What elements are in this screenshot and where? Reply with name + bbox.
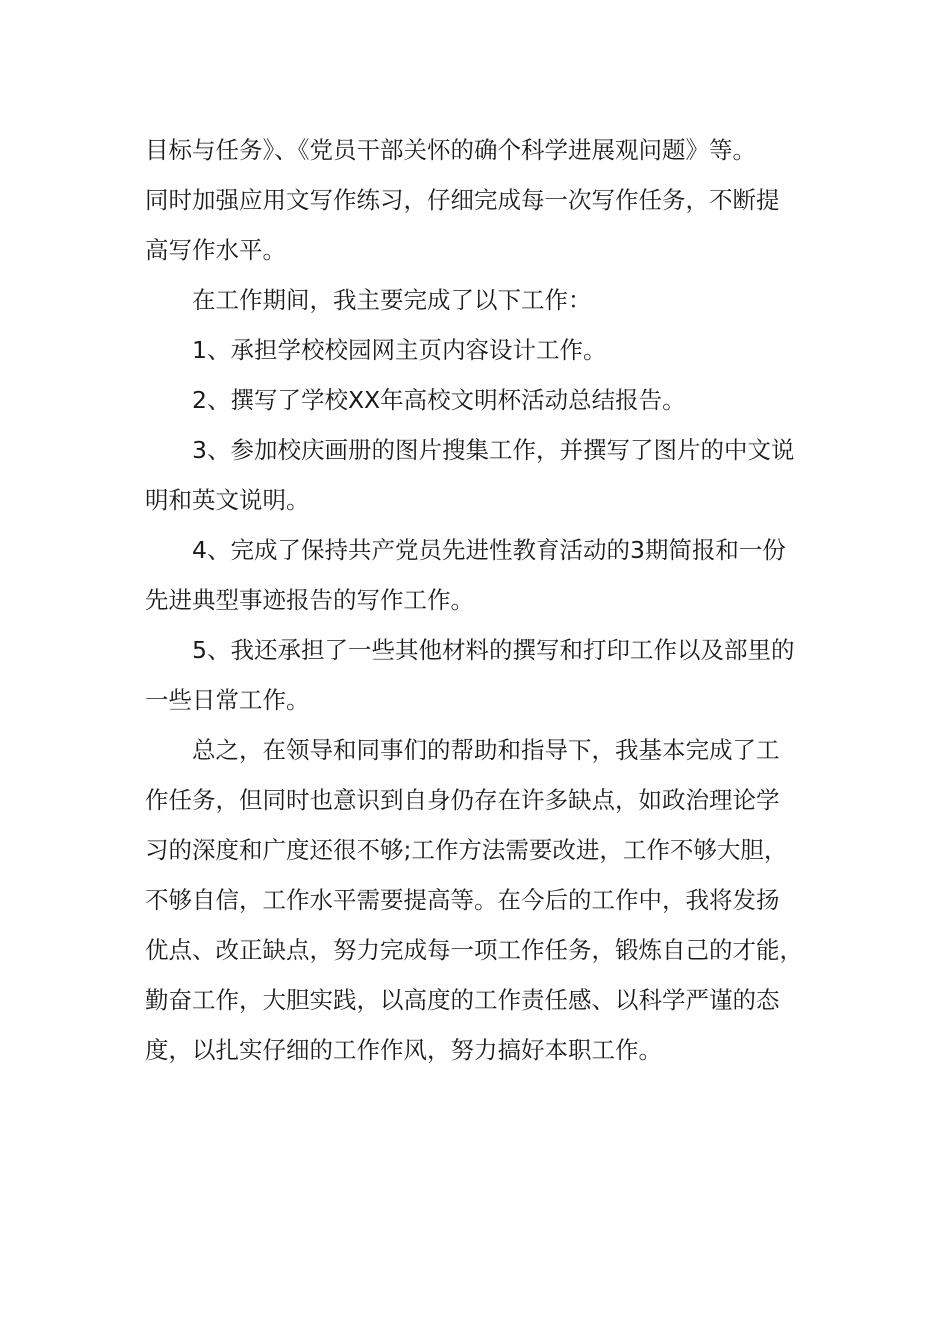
list-item-1: 1、承担学校校园网主页内容设计工作。	[192, 336, 607, 364]
text-line: 同时加强应用文写作练习，仔细完成每一次写作任务，不断提	[145, 186, 780, 214]
list-item-4: 4、完成了保持共产党员先进性教育活动的3期简报和一份	[192, 536, 786, 564]
text-line: 作任务，但同时也意识到自身仍存在许多缺点，如政治理论学	[145, 786, 780, 814]
text-line: 度，以扎实仔细的工作作风，努力搞好本职工作。	[145, 1036, 662, 1064]
text-line: 习的深度和广度还很不够;工作方法需要改进，工作不够大胆，	[145, 836, 788, 864]
list-item-2: 2、撰写了学校XX年高校文明杯活动总结报告。	[192, 386, 686, 414]
summary-paragraph: 总之，在领导和同事们的帮助和指导下，我基本完成了工	[192, 736, 780, 764]
text-line: 优点、改正缺点，努力完成每一项工作任务，锻炼自己的才能，	[145, 936, 803, 964]
text-line: 一些日常工作。	[145, 686, 310, 714]
text-line: 不够自信，工作水平需要提高等。在今后的工作中，我将发扬	[145, 886, 780, 914]
document-body	[145, 125, 825, 1075]
text-line: 先进典型事迹报告的写作工作。	[145, 586, 474, 614]
text-line: 目标与任务》、《党员干部关怀的确个科学进展观问题》等。	[145, 136, 756, 164]
text-line: 勤奋工作，大胆实践，以高度的工作责任感、以科学严谨的态	[145, 986, 780, 1014]
list-item-5: 5、我还承担了一些其他材料的撰写和打印工作以及部里的	[192, 636, 795, 664]
text-line: 明和英文说明。	[145, 486, 310, 514]
text-line: 高写作水平。	[145, 236, 286, 264]
text-line: 在工作期间，我主要完成了以下工作：	[192, 286, 592, 314]
list-item-3: 3、参加校庆画册的图片搜集工作，并撰写了图片的中文说	[192, 436, 795, 464]
